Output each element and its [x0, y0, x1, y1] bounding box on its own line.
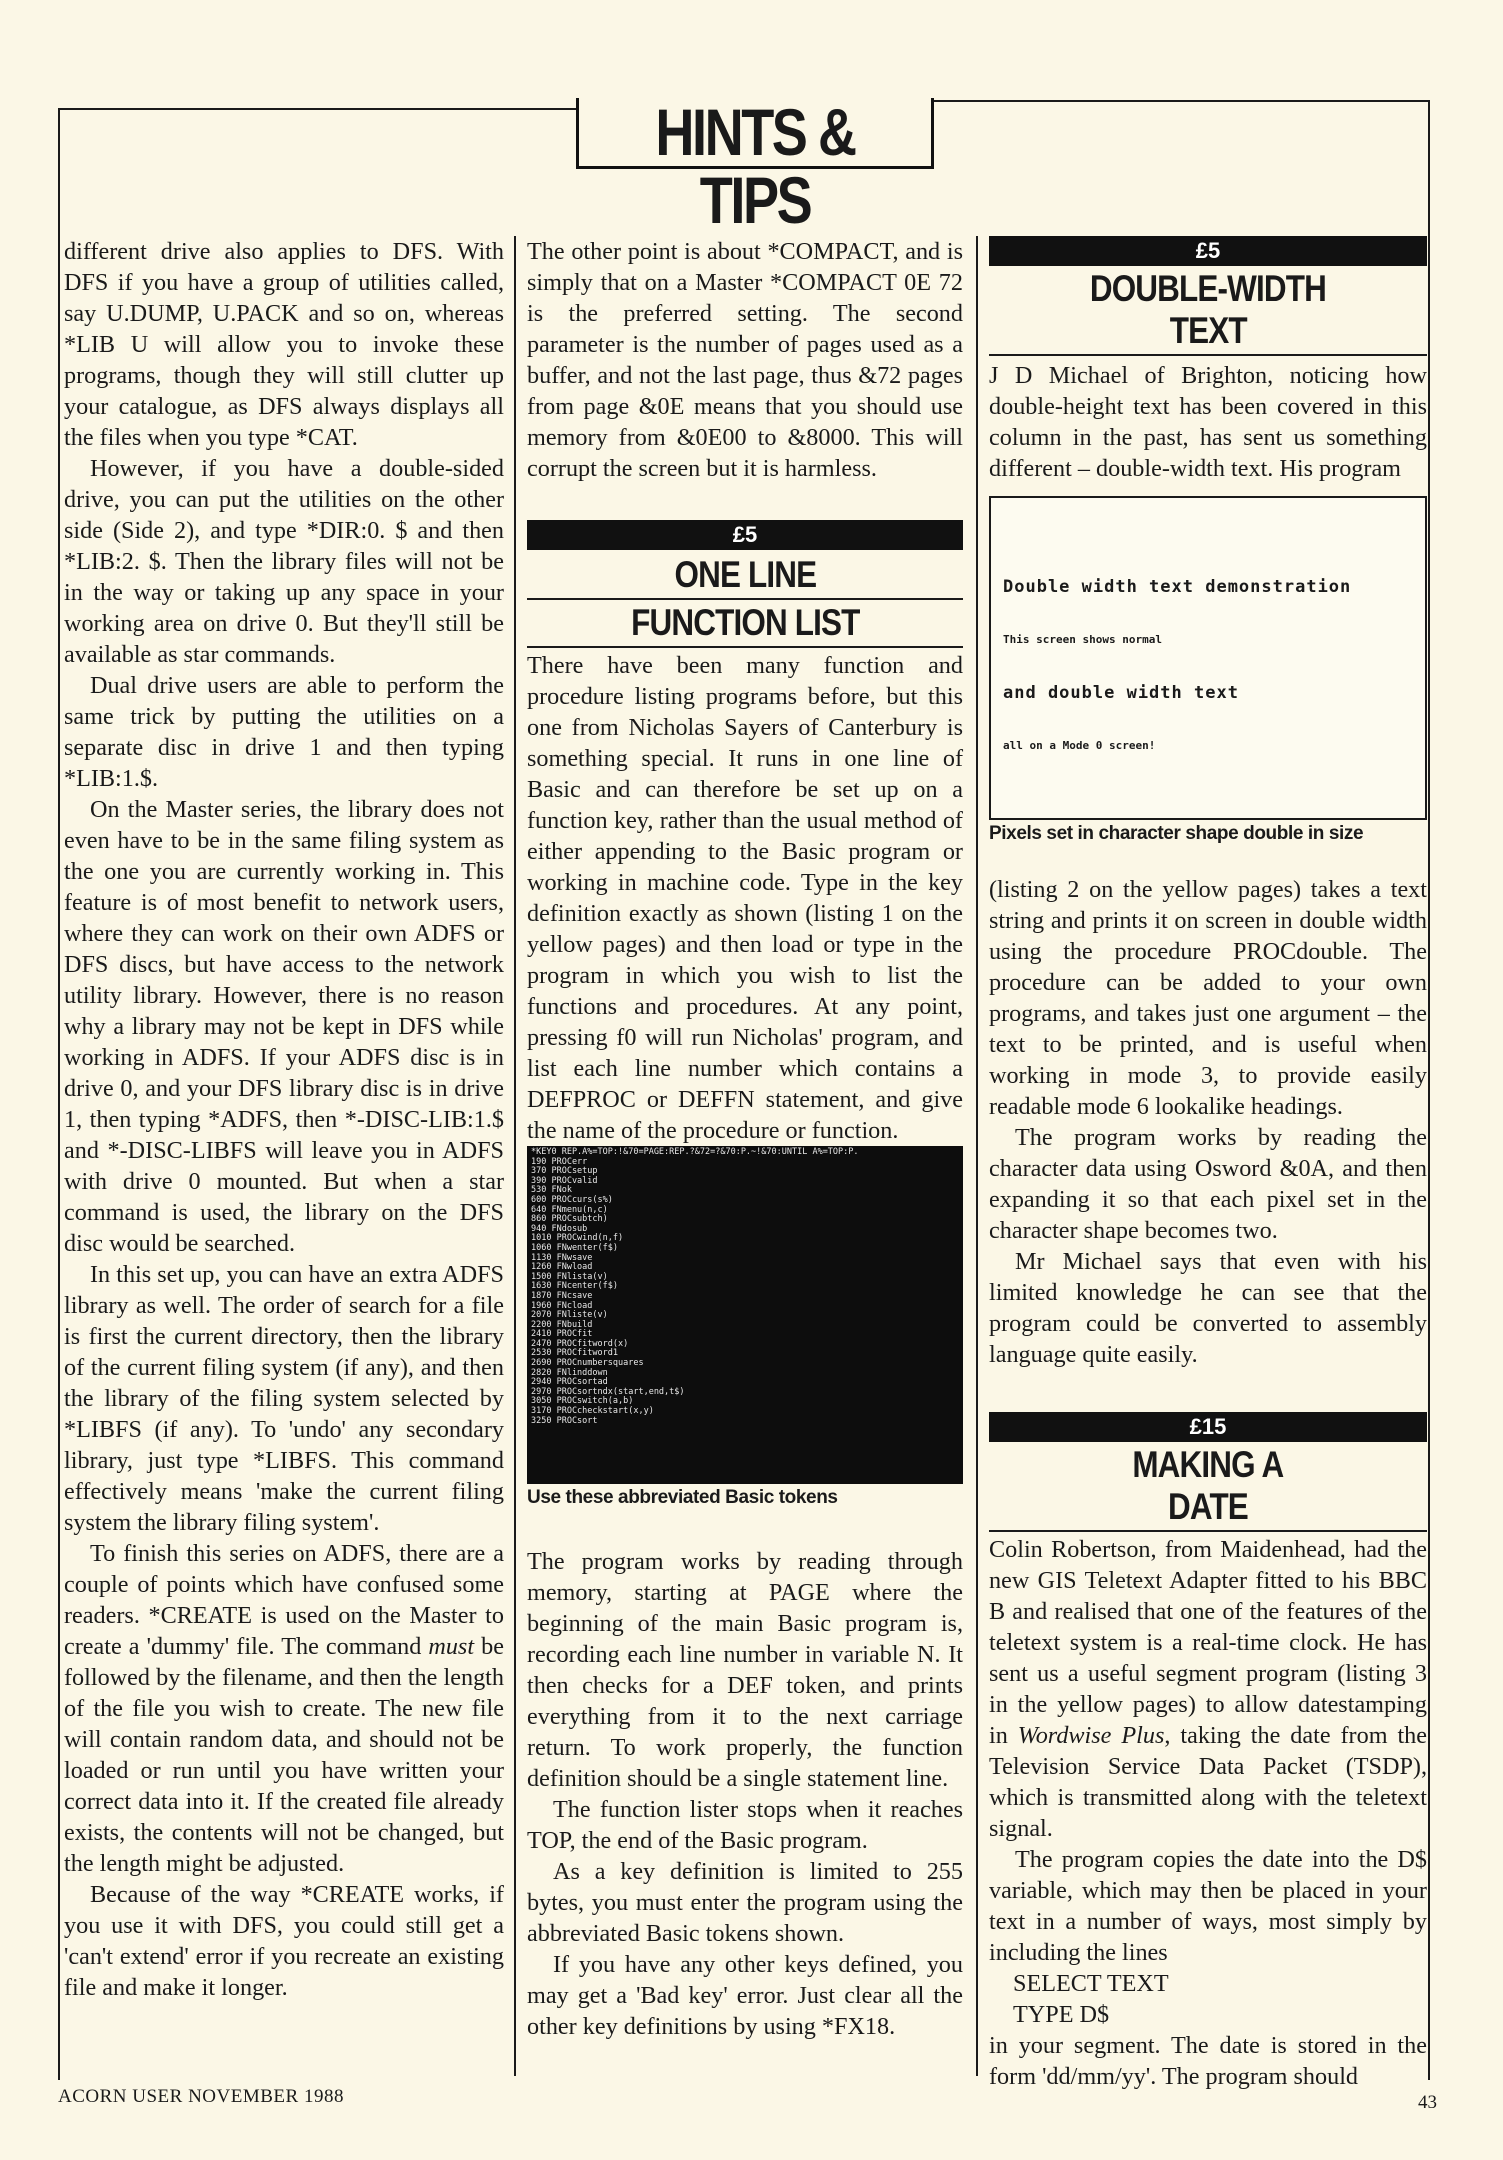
- paragraph: If you have any other keys defined, you may get a 'Bad key' error. Just clear all the other key definitions by using *FX18.: [527, 1951, 963, 2040]
- paragraph-text: Colin Robertson, from Maidenhead, had the new GIS Teletext Adapter fitted to his BBC B and realised that one of the features of the teletext system is a real-time clock. He has sent us a useful segment program (listing 3 in the yellow pages) to allow datestamping in: [989, 1536, 1427, 1749]
- listing-line: 2820 FNlinddown: [531, 1367, 608, 1378]
- listing-line: 2470 PROCfitword(x): [531, 1338, 629, 1349]
- column-1: [64, 236, 504, 2003]
- paragraph: The function lister stops when it reaches TOP, the end of the Basic program.: [527, 1796, 963, 1854]
- divider: [527, 598, 963, 600]
- listing-line: 1500 FNlista(v): [531, 1271, 608, 1282]
- paragraph: The program copies the date into the D$ variable, which may then be placed in your text in a number of ways, most simply by including the lines: [989, 1846, 1427, 1966]
- listing-line: 370 PROCsetup: [531, 1166, 598, 1177]
- listing-line: 190 PROCerr: [531, 1156, 588, 1167]
- listing-line: 3050 PROCswitch(a,b): [531, 1396, 634, 1407]
- article-title: TEXT: [1169, 310, 1247, 351]
- paragraph: [64, 1538, 504, 1879]
- screen-line: This screen shows normal: [1003, 633, 1162, 646]
- listing-line: 1130 FNwsave: [531, 1252, 593, 1263]
- paragraph: On the Master series, the library does not even have to be in the same filing system as the one you are currently working in. This feature is of most benefit to network users, where they can work on their own ADFS or DFS discs, but have access to the network utility library. However, there is no reason why a library may not be kept in DFS while working in ADFS. If your ADFS disc is in drive 0, and your DFS library disc is in drive 1, then typing *ADFS, then *-DISC-LIB:1.$ and *-DISC-LIBFS will leave you in ADFS with drive 0 mounted. But when a star command is used, the library on the DFS disc would be searched.: [64, 796, 504, 1257]
- code-line: TYPE D$: [1013, 2001, 1110, 2028]
- code-listing-screenshot: [527, 1146, 963, 1484]
- listing-line: 640 FNmenu(n,c): [531, 1204, 608, 1215]
- paragraph: Because of the way *CREATE works, if you use it with DFS, you could still get a 'can't extend' error if you recreate an existing file and make it longer.: [64, 1881, 504, 2001]
- paragraph: (listing 2 on the yellow pages) takes a text string and prints it on screen in double width using the procedure PROCdouble. The procedure can be added to your own programs, and takes just one argument – the text to be printed, and is useful when working in mode 3, to provide easily readable mode 6 lookalike headings.: [989, 876, 1427, 1120]
- listing-header: *KEY0 REP.A%=TOP:!&70=PAGE:REP.?&72=?&70:P.~!&70:UNTIL A%=TOP:P.: [531, 1147, 859, 1157]
- listing-line: 390 PROCvalid: [531, 1175, 598, 1186]
- paragraph: Mr Michael says that even with his limited knowledge he can see that the program could be converted to assembly language quite easily.: [989, 1248, 1427, 1368]
- listing-line: 940 FNdosub: [531, 1223, 588, 1234]
- listing-line: 2200 FNbuild: [531, 1319, 593, 1330]
- page-number: 43: [1418, 2092, 1437, 2113]
- paragraph-text: , taking the date from the Television Service Data Packet (TSDP), which is transmitted along with the teletext signal.: [989, 1722, 1428, 1842]
- listing-line: 2690 PROCnumbersquares: [531, 1358, 644, 1369]
- paragraph: Dual drive users are able to perform the same trick by putting the utilities on a separate disc in drive 1 and then typing *LIB:1.$.: [64, 672, 504, 792]
- paragraph: [989, 1534, 1427, 1844]
- listing-line: 1060 FNwenter(f$): [531, 1242, 618, 1253]
- emphasis: Wordwise Plus: [1017, 1722, 1165, 1749]
- divider: [527, 646, 963, 648]
- article-title: DOUBLE-WIDTH: [1089, 268, 1327, 309]
- article-title: DATE: [1168, 1486, 1248, 1527]
- column-divider: [514, 236, 516, 2076]
- listing-line: 2410 PROCfit: [531, 1329, 593, 1340]
- prize-banner: £5: [989, 236, 1427, 266]
- paragraph-text: To finish this series on ADFS, there are a couple of points which have confused some readers. *CREATE is used on the Master to create a 'dummy' file. The command: [64, 1540, 504, 1660]
- listing-line: 530 FNok: [531, 1185, 572, 1196]
- emphasis: must: [428, 1633, 475, 1660]
- paragraph: in your segment. The date is stored in the form 'dd/mm/yy'. The program should: [989, 2032, 1427, 2090]
- prize-banner: £5: [527, 520, 963, 550]
- figure-caption: Pixels set in character shape double in size: [989, 823, 1364, 844]
- listing-line: 2070 FNliste(v): [531, 1310, 608, 1321]
- divider: [989, 1530, 1427, 1532]
- paragraph: different drive also applies to DFS. With DFS if you have a group of utilities called, say U.DUMP, U.PACK and so on, whereas *LIB U will allow you to invoke these programs, though they will still clutter up your catalogue, as DFS always displays all the files when you type *CAT.: [64, 238, 504, 451]
- listing-line: 2530 PROCfitword1: [531, 1348, 618, 1359]
- listing-line: 1010 PROCwind(n,f): [531, 1233, 624, 1244]
- column-2: [527, 236, 963, 2042]
- screen-line: Double width text demonstration: [1003, 577, 1352, 597]
- paragraph-text: be followed by the filename, and then the length of the file you wish to create. The new file will contain random data, and should not be loaded or run until you have written your correct data into it. If the created file already exists, the contents will not be changed, but the length might be adjusted.: [64, 1633, 504, 1877]
- article-title: FUNCTION LIST: [630, 602, 860, 643]
- listing-line: 1870 FNcsave: [531, 1290, 593, 1301]
- paragraph: In this set up, you can have an extra ADFS library as well. The order of search for a file is first the current directory, then the library of the current filing system (if any), and then the library of the filing system selected by *LIBFS (if any). To 'undo' any secondary library, just type *LIBFS. This command effectively means 'make the current filing system the library filing system'.: [64, 1261, 504, 1536]
- screen-line: all on a Mode 0 screen!: [1003, 739, 1156, 752]
- paragraph: J D Michael of Brighton, noticing how double-height text has been covered in this column in the past, has sent us something different – double-width text. His program: [989, 362, 1427, 482]
- code-line: SELECT TEXT: [1013, 1970, 1169, 1997]
- column-divider: [976, 236, 978, 2076]
- section-title: HINTS & TIPS: [576, 98, 934, 169]
- listing-line: 1260 FNwload: [531, 1262, 593, 1273]
- paragraph: As a key definition is limited to 255 bytes, you must enter the program using the abbreviated Basic tokens shown.: [527, 1858, 963, 1947]
- screen-line: and double width text: [1003, 683, 1239, 703]
- listing-line: 2940 PROCsortad: [531, 1377, 608, 1388]
- article-title: ONE LINE: [674, 554, 816, 595]
- paragraph: The other point is about *COMPACT, and is simply that on a Master *COMPACT 0E 72 is the preferred setting. The second parameter is the number of pages used as a buffer, and not the last page, thus &72 pages from page &0E means that you should use memory from &0E00 to &8000. This will corrupt the screen but it is harmless.: [527, 238, 963, 482]
- listing-lines: [531, 1158, 959, 1427]
- demo-screen: [989, 496, 1427, 820]
- paragraph: There have been many function and procedure listing programs before, but this one from Nicholas Sayers of Canterbury is something special. It runs in one line of Basic and can therefore be set up on a function key, rather than the usual method of either appending to the Basic program or working in machine code. Type in the key definition exactly as shown (listing 1 on the yellow pages) and then load or type in the program in which you wish to list the functions and procedures. At any point, pressing f0 will run Nicholas' program, and list each line number which contains a DEFPROC or DEFFN statement, and give the name of the procedure or function.: [527, 652, 963, 1144]
- listing-line: 2970 PROCsortndx(start,end,t$): [531, 1386, 685, 1397]
- listing-line: 1960 FNcload: [531, 1300, 593, 1311]
- article-title: MAKING A: [1132, 1444, 1284, 1485]
- listing-line: 600 PROCcurs(s%): [531, 1194, 613, 1205]
- column-3: [989, 236, 1427, 2092]
- listing-line: 3250 PROCsort: [531, 1415, 598, 1426]
- listing-line: 3170 PROCcheckstart(x,y): [531, 1406, 654, 1417]
- paragraph: The program works by reading through memory, starting at PAGE where the beginning of the main Basic program is, recording each line number in variable N. It then checks for a DEF token, and prints everything from it to the next carriage return. To work properly, the function definition should be a single statement line.: [527, 1548, 963, 1792]
- paragraph: However, if you have a double-sided drive, you can put the utilities on the other side (Side 2), and type *DIR:0. $ and then *LIB:2. $. Then the library files will not be in the way or taking up any space in your working area on drive 0. But they'll still be available as star commands.: [64, 455, 504, 668]
- listing-line: 860 PROCsubtch): [531, 1214, 608, 1225]
- paragraph: The program works by reading the character data using Osword &0A, and then expanding it so that each pixel set in the character shape becomes two.: [989, 1124, 1427, 1244]
- figure-caption: Use these abbreviated Basic tokens: [527, 1487, 838, 1508]
- divider: [989, 354, 1427, 356]
- listing-line: 1630 FNcenter(f$): [531, 1281, 618, 1292]
- footer-magazine: ACORN USER NOVEMBER 1988: [58, 2086, 344, 2107]
- prize-banner: £15: [989, 1412, 1427, 1442]
